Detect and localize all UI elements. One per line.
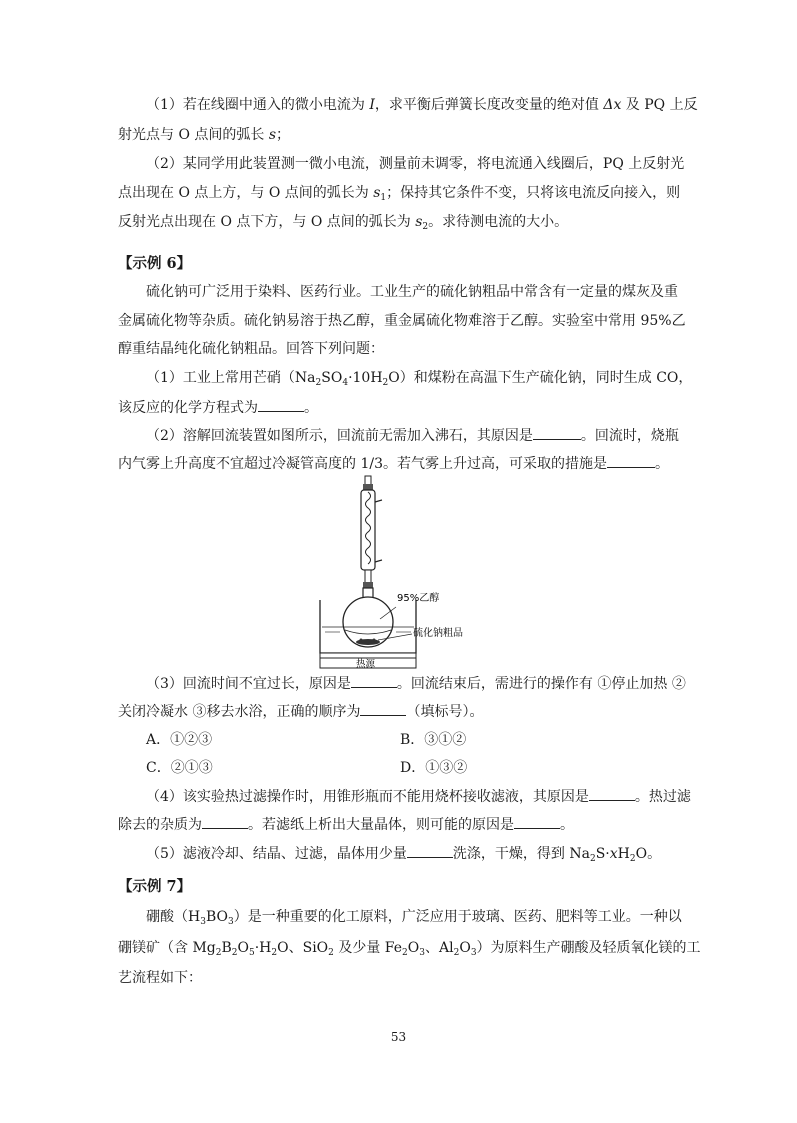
ex7-line2: 硼镁矿（含 $Mg_2B_2O_5\cdot H_2O$、SiO$_2$ 及少量 $Fe_2O_3$、$Al_2O_3$）为原料生产硼酸及轻质氧化镁的工 — [118, 940, 701, 958]
ex6-q5-line1: （5）滤液冷却、结晶、过滤，晶体用少量 洗涤，干燥，得到 $Na_2S\cdot xH_2O$。 — [146, 843, 797, 869]
ex6-q1-line1: （1）工业上常用芒硝$(Na_2SO_4\cdot 10H_2O)$和煤粉在高温下生产硫化钠，同时生成 CO， — [146, 370, 693, 388]
q1-part2-line3: 反射光点出现在 O 点下方，与 O 点间的弧长为 $s_2$。求待测电流的大小。 — [118, 214, 569, 232]
ex6-q3-line1: （3）回流时间不宜过长，原因是 。回流结束后，需进行的操作有 ①停止加热 ② — [146, 673, 797, 694]
option-c[interactable]: C．②①③ — [146, 760, 213, 776]
q1-part2-line1: （2）某同学用此装置测一微小电流，测量前未调零，将电流通入线圈后，PQ 上反射光 — [146, 156, 685, 172]
ex6-q3-line2: 关闭冷凝水 ③移去水浴，正确的顺序为 （填标号）。 — [118, 701, 797, 722]
ex6-intro-line1: 硫化钠可广泛用于染料、医药行业。工业生产的硫化钠粗品中常含有一定量的煤灰及重 — [146, 284, 678, 300]
ex7-line1: 硼酸$(H_3BO_3)$是一种重要的化工原料，广泛应用于玻璃、医药、肥料等工业。一种以 — [146, 909, 682, 927]
page-number: 53 — [390, 1030, 407, 1044]
option-d[interactable]: D．①③② — [400, 760, 468, 776]
label-heat-source: 热源 — [356, 659, 376, 670]
option-b[interactable]: B．③①② — [400, 732, 467, 748]
reflux-apparatus-figure — [300, 470, 500, 670]
answer-blank[interactable] — [360, 701, 406, 716]
ex6-q4-line2: 除去的杂质为 。若滤纸上析出大量晶体，则可能的原因是 。 — [118, 814, 797, 835]
label-crude-sodium-sulfide: 硫化钠粗品 — [413, 628, 463, 639]
q1-part1-line2: 射光点与 O 点间的弧长 s； — [118, 127, 291, 143]
ex6-q2-line1: （2）溶解回流装置如图所示，回流前无需加入沸石，其原因是 。回流时，烧瓶 — [146, 425, 797, 446]
answer-blank[interactable] — [607, 453, 655, 468]
label-95-ethanol: 95%乙醇 — [397, 593, 440, 604]
answer-blank[interactable] — [351, 673, 397, 688]
answer-blank[interactable] — [258, 397, 304, 412]
condenser — [361, 490, 375, 570]
q1-part1-line1: （1）若在线圈中通入的微小电流为 I，求平衡后弹簧长度改变量的绝对值 Δx 及 PQ 上反 — [146, 97, 698, 113]
ex6-intro-line3: 醇重结晶纯化硫化钠粗品。回答下列问题： — [118, 341, 384, 357]
q1-part2-line2: 点出现在 O 点上方，与 O 点间的弧长为 $s_1$；保持其它条件不变，只将该电流反向接入，则 — [118, 185, 681, 203]
answer-blank[interactable] — [202, 814, 248, 829]
example-7-title: 【示例 7】 — [118, 878, 192, 895]
answer-blank[interactable] — [407, 843, 453, 858]
ex6-q1-line2: 该反应的化学方程式为 。 — [118, 397, 797, 418]
option-a[interactable]: A．①②③ — [146, 732, 213, 748]
answer-blank[interactable] — [589, 786, 635, 801]
ex6-q4-line1: （4）该实验热过滤操作时，用锥形瓶而不能用烧杯接收滤液，其原因是 。热过滤 — [146, 786, 797, 807]
example-6-title: 【示例 6】 — [118, 255, 192, 272]
ex7-line3: 艺流程如下： — [118, 970, 202, 986]
answer-blank[interactable] — [533, 425, 581, 440]
ex6-intro-line2: 金属硫化物等杂质。硫化钠易溶于热乙醇，重金属硫化物难溶于乙醇。实验室中常用 95%乙 — [118, 313, 686, 329]
ex6-q2-line2: 内气雾上升高度不宜超过冷凝管高度的 1/3。若气雾上升过高，可采取的措施是 。 — [118, 453, 797, 474]
answer-blank[interactable] — [514, 814, 560, 829]
